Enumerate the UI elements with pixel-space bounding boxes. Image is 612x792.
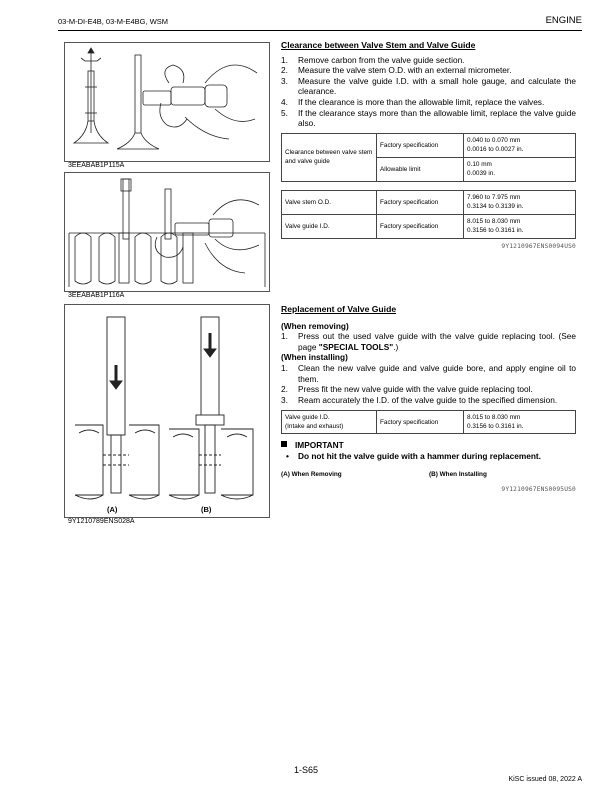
square-bullet-icon	[281, 441, 287, 447]
table-cell: Valve guide I.D. (Intake and exhaust)	[282, 411, 377, 434]
table-cell: Valve stem O.D.	[282, 190, 377, 214]
list-item: 3. Measure the valve guide I.D. with a small hole gauge, and calculate the clearance.	[281, 75, 576, 97]
important-heading: IMPORTANT	[281, 440, 576, 451]
replacement-code: 9Y1210967ENS0095US0	[501, 485, 576, 493]
figure-valve-guide-replacement	[64, 304, 270, 518]
valve-guide-replacing-illustration	[65, 305, 269, 517]
table-cell: Factory specification	[377, 214, 464, 238]
clearance-spec-table	[281, 133, 576, 182]
figure-valve-stem-measurement	[64, 42, 270, 162]
valve-stem-illustration	[65, 43, 269, 161]
figure-label-b: (B)	[201, 505, 212, 514]
table-cell: 0.10 mm 0.0039 in.	[464, 157, 576, 181]
list-item: 1. Clean the new valve guide and valve guide bore, and apply engine oil to them.	[281, 362, 576, 384]
list-item: 5. If the clearance stays more than the allowable limit, replace the valve guide also.	[281, 107, 576, 129]
replacement-section	[281, 304, 576, 495]
valve-guide-illustration	[65, 173, 269, 291]
table-cell: 8.015 to 8.030 mm 0.3156 to 0.3161 in.	[464, 214, 576, 238]
list-item: 1. Remove carbon from the valve guide section.	[281, 54, 465, 65]
legend-b: (B) When Installing	[429, 470, 487, 478]
table-cell: Factory specification	[377, 411, 464, 434]
clearance-title: Clearance between Valve Stem and Valve Guide	[281, 40, 476, 50]
stem-guide-spec-table	[281, 190, 576, 239]
list-item: 2. Press fit the new valve guide with the valve guide replacing tool.	[281, 384, 533, 395]
table-cell: Factory specification	[377, 133, 464, 157]
replacement-title: Replacement of Valve Guide	[281, 304, 397, 314]
figure-1-caption: 3EEABAB1P115A	[68, 162, 125, 169]
clearance-steps	[281, 55, 576, 129]
doc-codes: 03-M-DI-E4B, 03-M-E4BG, WSM	[58, 17, 169, 26]
table-cell: 7.960 to 7.975 mm 0.3134 to 0.3139 in.	[464, 190, 576, 214]
figure-label-a: (A)	[107, 505, 118, 514]
section-title: ENGINE	[545, 15, 582, 26]
figure-valve-guide-measurement	[64, 172, 270, 292]
removing-heading: (When removing)	[281, 320, 349, 331]
table-cell: Valve guide I.D.	[282, 214, 377, 238]
important-bullet: • Do not hit the valve guide with a hammer during replacement.	[286, 450, 541, 461]
issue-info: KiSC issued 08, 2022 A	[508, 776, 582, 783]
installing-steps	[281, 363, 576, 405]
valve-guide-spec-table	[281, 410, 576, 434]
list-item: 1. Press out the used valve guide with the valve guide replacing tool. (See page "SPECIAL TOOLS".)	[281, 331, 576, 352]
header-rule	[58, 30, 582, 31]
list-item: 4. If the clearance is more than the allowable limit, replace the valves.	[281, 96, 545, 107]
table-cell: 8.015 to 8.030 mm 0.3156 to 0.3161 in.	[464, 411, 576, 434]
table-cell: Clearance between valve stem and valve guide	[282, 133, 377, 181]
removing-steps	[281, 331, 576, 352]
table-cell: Allowable limit	[377, 157, 464, 181]
figure-3-caption: 9Y1210789ENS028A	[68, 518, 135, 525]
figure-legend	[281, 470, 576, 480]
table-cell: Factory specification	[377, 190, 464, 214]
bullet-icon: •	[286, 450, 289, 461]
installing-heading: (When installing)	[281, 352, 348, 363]
table-cell: 0.040 to 0.070 mm 0.0016 to 0.0027 in.	[464, 133, 576, 157]
figure-2-caption: 3EEABAB1P116A	[68, 292, 125, 299]
clearance-section	[281, 40, 576, 252]
list-item: 3. Ream accurately the I.D. of the valve guide to the specified dimension.	[281, 394, 558, 405]
legend-a: (A) When Removing	[281, 470, 342, 478]
list-item: 2. Measure the valve stem O.D. with an external micrometer.	[281, 65, 512, 76]
page-number: 1-S65	[293, 765, 319, 775]
clearance-code: 9Y1210967ENS0094US0	[501, 242, 576, 250]
